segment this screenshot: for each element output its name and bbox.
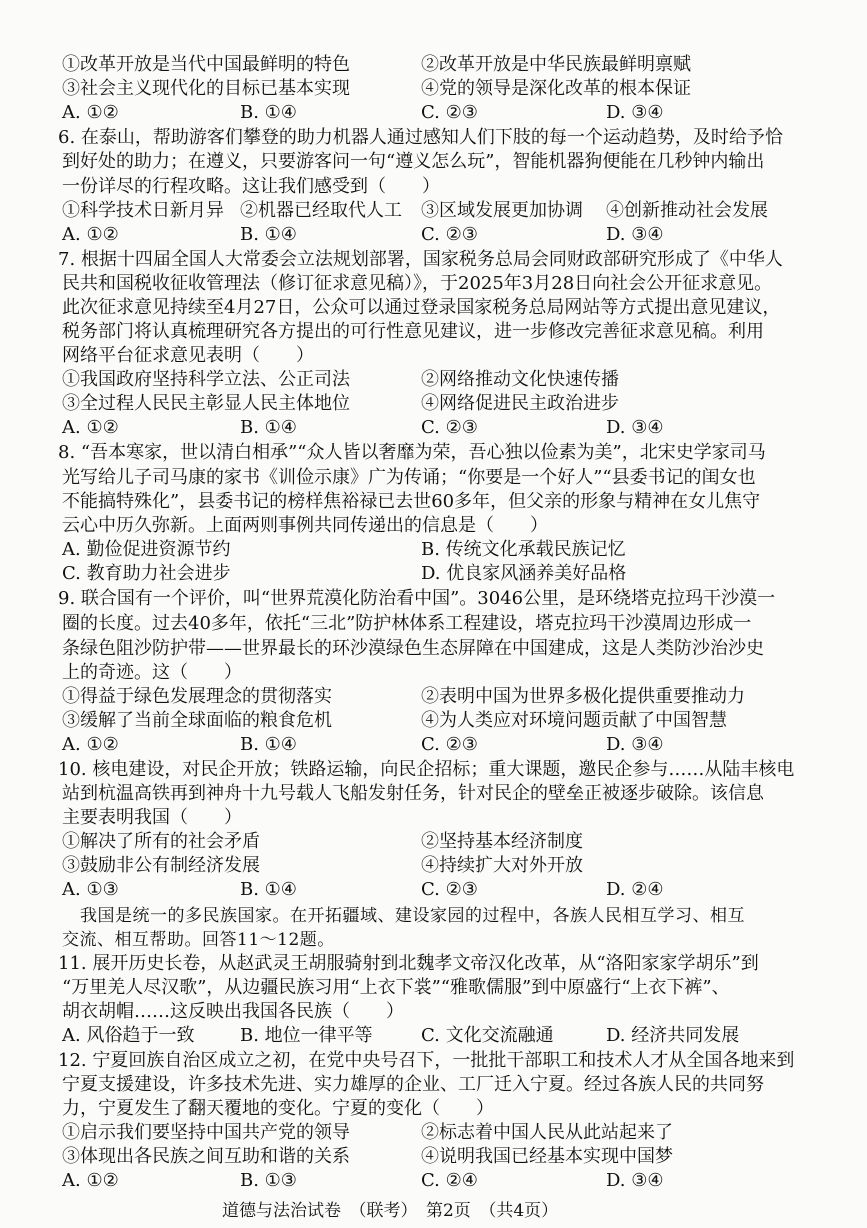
choice-d: D. ③④ (606, 734, 664, 755)
question-8-stem (0, 490, 867, 514)
question-6-stem (0, 175, 867, 199)
intro-text: 我国是统一的多民族国家。在开拓疆域、建设家园的过程中，各族人民相互学习、相互 (80, 906, 745, 926)
question-text: 胡衣胡帽……这反映出我国各民族（ ） (62, 1001, 404, 1022)
choice-a: A. ①② (62, 417, 119, 438)
option-line (0, 854, 867, 878)
question-7-stem (0, 272, 867, 296)
choice-b: B. 传统文化承载民族记忆 (421, 539, 626, 560)
question-text: 11. 展开历史长卷，从赵武灵王胡服骑射到北魏孝文帝汉化改革，从“洛阳家家学胡乐”到 (58, 953, 759, 974)
question-7-stem (0, 344, 867, 368)
question-11-stem (0, 1000, 867, 1024)
material-intro (0, 904, 867, 928)
choice-d: D. 经济共同发展 (606, 1025, 740, 1046)
question-6-stem (0, 150, 867, 174)
question-text: 力，宁夏发生了翻天覆地的变化。宁夏的变化（ ） (62, 1098, 494, 1119)
option-1: ①启示我们要坚持中国共产党的领导 (62, 1122, 350, 1143)
option-3: ③社会主义现代化的目标已基本实现 (62, 78, 350, 99)
question-7-stem (0, 296, 867, 320)
question-11-stem (0, 976, 867, 1000)
page-footer (0, 1199, 867, 1223)
question-text: 到好处的助力；在遵义，只要游客问一句“遵义怎么玩”，智能机器狗便能在几秒钟内输出 (62, 151, 765, 172)
answer-choices (0, 733, 867, 757)
answer-choices (0, 1024, 867, 1048)
question-text: 此次征求意见持续至4月27日，公众可以通过登录国家税务总局网站等方式提出意见建议， (62, 297, 781, 318)
choice-c: C. ②③ (421, 417, 478, 438)
option-4: ④为人类应对环境问题贡献了中国智慧 (421, 710, 727, 731)
choice-a: A. ①② (62, 1170, 119, 1191)
question-text: 10. 核电建设，对民企开放；铁路运输，向民企招标；重大课题，邀民企参与……从陆丰核电 (58, 759, 795, 780)
option-4: ④党的领导是深化改革的根本保证 (421, 78, 691, 99)
choice-c: C. ②③ (421, 734, 478, 755)
answer-choices (0, 223, 867, 247)
option-line (0, 685, 867, 709)
choice-d: D. 优良家风涵养美好品格 (421, 563, 627, 584)
option-4: ④持续扩大对外开放 (421, 855, 583, 876)
answer-choices (0, 1169, 867, 1193)
choice-d: D. ③④ (606, 102, 664, 123)
answer-choices (0, 562, 867, 586)
choice-c: C. ②③ (421, 224, 478, 245)
choice-d: D. ③④ (606, 1170, 664, 1191)
option-line (0, 53, 867, 77)
question-8-stem (0, 466, 867, 490)
question-6-stem (0, 126, 867, 150)
question-11-stem (0, 952, 867, 976)
question-text: 12. 宁夏回族自治区成立之初，在党中央号召下，一批批干部职工和技术人才从全国各地来到 (58, 1050, 795, 1071)
material-intro (0, 928, 867, 952)
option-line (0, 199, 867, 223)
question-10-stem (0, 758, 867, 782)
question-9-stem (0, 661, 867, 685)
option-3: ③缓解了当前全球面临的粮食危机 (62, 710, 332, 731)
option-3: ③全过程人民民主彰显人民主体地位 (62, 393, 350, 414)
question-10-stem (0, 806, 867, 830)
option-1: ①得益于绿色发展理念的贯彻落实 (62, 686, 332, 707)
option-2: ②坚持基本经济制度 (421, 831, 583, 852)
option-line (0, 368, 867, 392)
option-1: ①我国政府坚持科学立法、公正司法 (62, 369, 350, 390)
choice-c: C. ②③ (421, 879, 478, 900)
option-2: ②标志着中国人民从此站起来了 (421, 1122, 673, 1143)
question-text: 一份详尽的行程攻略。这让我们感受到（ ） (62, 176, 440, 197)
option-line (0, 709, 867, 733)
option-line (0, 392, 867, 416)
question-8-stem (0, 514, 867, 538)
option-2: ②网络推动文化快速传播 (421, 369, 619, 390)
answer-choices (0, 538, 867, 562)
choice-a: A. ①② (62, 224, 119, 245)
option-4: ④网络促进民主政治进步 (421, 393, 619, 414)
question-text: 民共和国税收征收管理法（修订征求意见稿）》，于2025年3月28日向社会公开征求意见。 (62, 273, 773, 294)
question-7-stem (0, 320, 867, 344)
choice-c: C. 文化交流融通 (421, 1025, 554, 1046)
option-3: ③区域发展更加协调 (421, 200, 583, 221)
choice-b: B. ①④ (240, 224, 297, 245)
question-text: 上的奇迹。这（ ） (62, 662, 242, 683)
choice-b: B. ①④ (240, 417, 297, 438)
question-12-stem (0, 1049, 867, 1073)
choice-b: B. ①④ (240, 102, 297, 123)
choice-b: B. 地位一律平等 (240, 1025, 373, 1046)
question-text: 8. “吾本寒家，世以清白相承”“众人皆以奢靡为荣，吾心独以俭素为美”，北宋史学家司马 (58, 442, 766, 463)
question-12-stem (0, 1073, 867, 1097)
choice-a: A. ①② (62, 102, 119, 123)
option-2: ②改革开放是中华民族最鲜明禀赋 (421, 54, 691, 75)
option-3: ③鼓励非公有制经济发展 (62, 855, 260, 876)
choice-a: A. ①② (62, 734, 119, 755)
option-line (0, 1121, 867, 1145)
question-text: 税务部门将认真梳理研究各方提出的可行性意见建议，进一步修改完善征求意见稿。利用 (62, 321, 764, 342)
choice-b: B. ①③ (240, 1170, 297, 1191)
option-3: ③体现出各民族之间互助和谐的关系 (62, 1146, 350, 1167)
choice-d: D. ②④ (606, 879, 664, 900)
choice-c: C. ②③ (421, 102, 478, 123)
intro-text: 交流、相互帮助。回答11～12题。 (62, 930, 335, 950)
question-12-stem (0, 1097, 867, 1121)
question-text: 站到杭温高铁再到神舟十九号载人飞船发射任务，针对民企的壁垒正被逐步破除。该信息 (62, 783, 764, 804)
choice-a: A. ①③ (62, 879, 119, 900)
question-text: 9. 联合国有一个评价，叫“世界荒漠化防治看中国”。3046公里，是环绕塔克拉玛干沙漠一 (58, 588, 776, 609)
answer-choices (0, 101, 867, 125)
question-8-stem (0, 441, 867, 465)
option-2: ②表明中国为世界多极化提供重要推动力 (421, 686, 745, 707)
option-2: ②机器已经取代人工 (240, 200, 402, 221)
option-line (0, 830, 867, 854)
option-4: ④创新推动社会发展 (606, 200, 768, 221)
question-text: 圈的长度。过去40多年，依托“三北”防护林体系工程建设，塔克拉玛干沙漠周边形成一 (62, 613, 752, 634)
question-text: 光写给儿子司马康的家书《训俭示康》广为传诵；“你要是一个好人”“县委书记的闺女也 (62, 467, 756, 488)
question-10-stem (0, 782, 867, 806)
question-9-stem (0, 612, 867, 636)
choice-b: B. ①④ (240, 734, 297, 755)
option-line (0, 77, 867, 101)
option-line (0, 1145, 867, 1169)
answer-choices (0, 416, 867, 440)
question-text: 宁夏支援建设，许多技术先进、实力雄厚的企业、工厂迁入宁夏。经过各族人民的共同努 (62, 1074, 764, 1095)
option-1: ①科学技术日新月异 (62, 200, 224, 221)
choice-a: A. 风俗趋于一致 (62, 1025, 195, 1046)
question-7-stem (0, 248, 867, 272)
question-text: 主要表明我国（ ） (62, 807, 242, 828)
choice-b: B. ①④ (240, 879, 297, 900)
question-text: 不能搞特殊化”，县委书记的榜样焦裕禄已去世60多年，但父亲的形象与精神在女儿焦守 (62, 491, 761, 512)
question-9-stem (0, 637, 867, 661)
choice-c: C. ②④ (421, 1170, 478, 1191)
question-text: 网络平台征求意见表明（ ） (62, 345, 314, 366)
choice-a: A. 勤俭促进资源节约 (62, 539, 231, 560)
question-text: 6. 在泰山，帮助游客们攀登的助力机器人通过感知人们下肢的每一个运动趋势，及时给予恰 (58, 127, 783, 148)
choice-d: D. ③④ (606, 417, 664, 438)
option-4: ④说明我国已经基本实现中国梦 (421, 1146, 673, 1167)
option-1: ①解决了所有的社会矛盾 (62, 831, 260, 852)
choice-d: D. ③④ (606, 224, 664, 245)
answer-choices (0, 878, 867, 902)
question-text: “万里羌人尽汉歌”，从边疆民族习用“上衣下裳”“雅歌儒服”到中原盛行“上衣下裤”、 (62, 977, 730, 998)
choice-c: C. 教育助力社会进步 (62, 563, 231, 584)
question-text: 7. 根据十四届全国人大常委会立法规划部署，国家税务总局会同财政部研究形成了《中华人 (58, 249, 783, 270)
footer-text: 道德与法治试卷 （联考） 第2页 （共4页） (222, 1201, 559, 1221)
question-9-stem (0, 587, 867, 611)
question-text: 条绿色阻沙防护带——世界最长的环沙漠绿色生态屏障在中国建成，这是人类防沙治沙史 (62, 638, 764, 659)
option-1: ①改革开放是当代中国最鲜明的特色 (62, 54, 350, 75)
question-text: 云心中历久弥新。上面两则事例共同传递出的信息是（ ） (62, 515, 548, 536)
